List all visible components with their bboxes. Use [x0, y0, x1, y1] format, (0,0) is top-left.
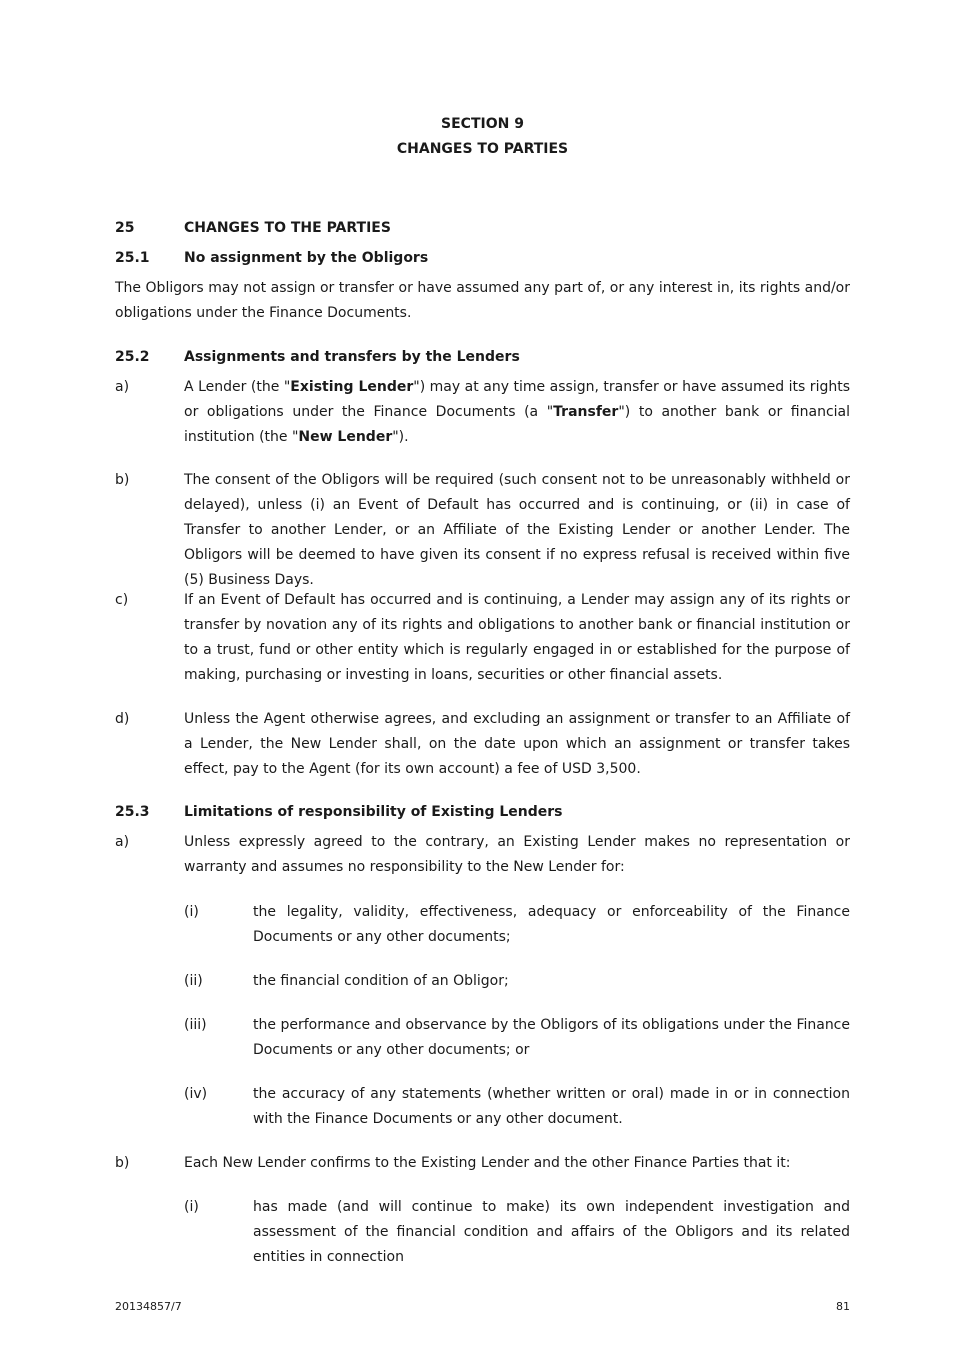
item-text: Each New Lender confirms to the Existing Lender and the other Finance Parties that it: [184, 1155, 791, 1171]
subclause-heading [115, 804, 850, 824]
item-label: b) [115, 1155, 130, 1171]
sub-item-label: (iv) [184, 1086, 208, 1102]
subclause-number: 25.2 [115, 349, 150, 365]
subclause-heading [115, 250, 850, 270]
item-text: The consent of the Obligors will be required (such consent not to be unreasonably withheld or delayed), unless (i) an Event of Default has occurred and is continuing, or (ii) in case of Transfer to another Lender, or an Affiliate of the Existing Lender or another Lender. The Obligors will be deemed to have given its consent if no express refusal is received within five (5) Business Days. [184, 472, 850, 588]
subclause-number: 25.1 [115, 250, 150, 266]
item-text: If an Event of Default has occurred and is continuing, a Lender may assign any of its rights or transfer by novation any of its rights and obligations to another bank or financial institution or to a trust, fund or other entity which is regularly engaged in or established for the purpose of making, purchasing or investing in loans, securities or other financial assets. [184, 592, 850, 683]
clause-number: 25 [115, 220, 135, 236]
item-label: c) [115, 592, 129, 608]
item-label: d) [115, 711, 130, 727]
item-label: b) [115, 472, 130, 488]
sub-item-text: has made (and will continue to make) its own independent investigation and assessment of the financial condition and affairs of the Obligors and its related entities in connection [253, 1199, 850, 1265]
item-text: Unless the Agent otherwise agrees, and excluding an assignment or transfer to an Affiliate of a Lender, the New Lender shall, on the date upon which an assignment or transfer takes effect, pay to the Agent (for its own account) a fee of USD 3,500. [184, 711, 850, 777]
clause-title: CHANGES TO THE PARTIES [184, 220, 391, 236]
sub-item-text: the performance and observance by the Obligors of its obligations under the Finance Documents or any other documents; or [253, 1017, 850, 1058]
paragraph-text: The Obligors may not assign or transfer or have assumed any part of, or any interest in, its rights and/or obligations under the Finance Documents. [115, 280, 850, 321]
defined-term: Existing Lender [290, 379, 414, 395]
subclause-title: Limitations of responsibility of Existing Lenders [184, 804, 563, 820]
sub-item-text: the legality, validity, effectiveness, adequacy or enforceability of the Finance Documents or any other documents; [253, 904, 850, 945]
item-text: A Lender (the "Existing Lender") may at any time assign, transfer or have assumed its rights or obligations under the Finance Documents (a "Transfer") to another bank or financial institution (the "New Lender"). [184, 379, 850, 445]
defined-term: Transfer [553, 404, 619, 420]
section-title: CHANGES TO PARTIES [396, 141, 569, 157]
subclause-heading [115, 349, 850, 369]
subclause-number: 25.3 [115, 804, 150, 820]
item-text: Unless expressly agreed to the contrary, an Existing Lender makes no representation or warranty and assumes no responsibility to the New Lender for: [184, 834, 850, 875]
defined-term: New Lender [298, 429, 393, 445]
sub-item-label: (i) [184, 904, 199, 920]
clause-heading [115, 220, 850, 240]
sub-item-label: (ii) [184, 973, 203, 989]
sub-item-text: the financial condition of an Obligor; [253, 973, 509, 989]
page-number: 81 [836, 1300, 850, 1313]
paragraph [115, 276, 850, 326]
subclause-title: Assignments and transfers by the Lenders [184, 349, 520, 365]
section-number: SECTION 9 [441, 116, 524, 132]
sub-item-label: (i) [184, 1199, 199, 1215]
sub-item-text: the accuracy of any statements (whether written or oral) made in or in connection with the Finance Documents or any other document. [253, 1086, 850, 1127]
item-label: a) [115, 834, 130, 850]
document-reference: 20134857/7 [115, 1300, 182, 1313]
subclause-title: No assignment by the Obligors [184, 250, 429, 266]
sub-item-label: (iii) [184, 1017, 207, 1033]
item-label: a) [115, 379, 130, 395]
